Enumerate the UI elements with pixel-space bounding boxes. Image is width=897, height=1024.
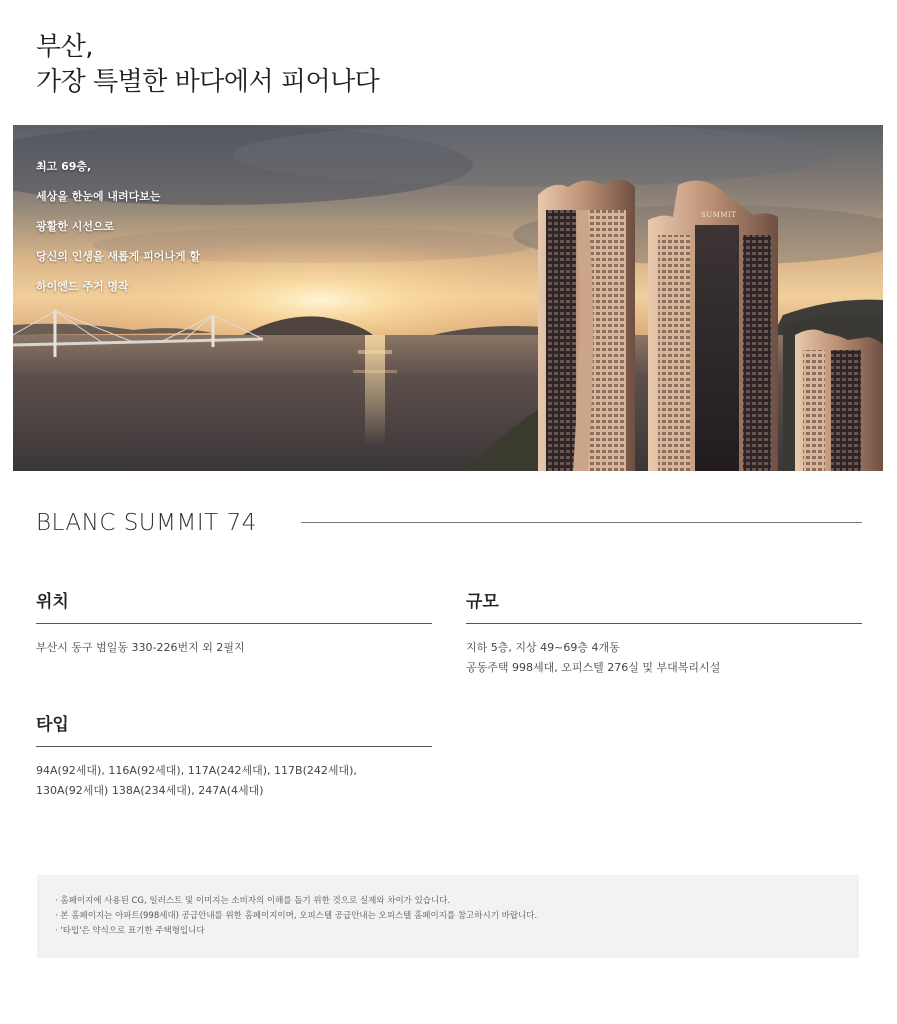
hero-copy (36, 161, 200, 311)
scale-line-2: 공동주택 998세대, 오피스텔 276실 및 부대복리시설 (466, 661, 721, 674)
type-text (36, 761, 432, 801)
location-label: 위치 (36, 589, 432, 624)
type-section (36, 712, 432, 801)
scale-label: 규모 (466, 589, 862, 624)
brand-heading-row (36, 506, 862, 540)
scale-line-1: 지하 5층, 지상 49~69층 4개동 (466, 641, 620, 654)
hero-line-3: 광활한 시선으로 (36, 220, 115, 233)
scale-section (466, 589, 862, 678)
disclaimer-list (37, 875, 859, 939)
type-line-2: 130A(92세대) 138A(234세대), 247A(4세대) (36, 784, 264, 797)
location-section (36, 589, 432, 658)
tower-sign-text: SUMMIT (701, 211, 737, 219)
hero-line-4: 당신의 인생을 새롭게 피어나게 할 (36, 250, 201, 263)
hero-image (13, 125, 883, 471)
brand-divider (301, 522, 862, 523)
location-line-1: 부산시 동구 범일동 330-226번지 외 2필지 (36, 641, 245, 654)
brand-title: BLANC SUMMIT 74 (36, 510, 257, 536)
type-line-1: 94A(92세대), 116A(92세대), 117A(242세대), 117B(242세대), (36, 764, 357, 777)
disclaimer-item: · '타입'은 약식으로 표기한 주택형입니다 (55, 924, 859, 939)
headline-line-1: 부산, (36, 32, 93, 62)
disclaimer-item: · 홈페이지에 사용된 CG, 일러스트 및 이미지는 소비자의 이해를 돕기 위한 것으로 실제와 차이가 있습니다. (55, 894, 859, 909)
type-label: 타입 (36, 712, 432, 747)
location-text (36, 638, 432, 658)
disclaimer-box (37, 875, 859, 958)
hero-line-5: 하이엔드 주거 명작 (36, 280, 129, 293)
hero-line-1: 최고 69층, (36, 160, 92, 173)
page-headline (36, 30, 379, 100)
disclaimer-item: · 본 홈페이지는 아파트(998세대) 공급안내를 위한 홈페이지이며, 오피스텔 공급안내는 오피스텔 홈페이지를 참고하시기 바랍니다. (55, 909, 859, 924)
scale-text (466, 638, 862, 678)
hero-line-2: 세상을 한눈에 내려다보는 (36, 190, 161, 203)
headline-line-2: 가장 특별한 바다에서 피어나다 (36, 67, 380, 97)
